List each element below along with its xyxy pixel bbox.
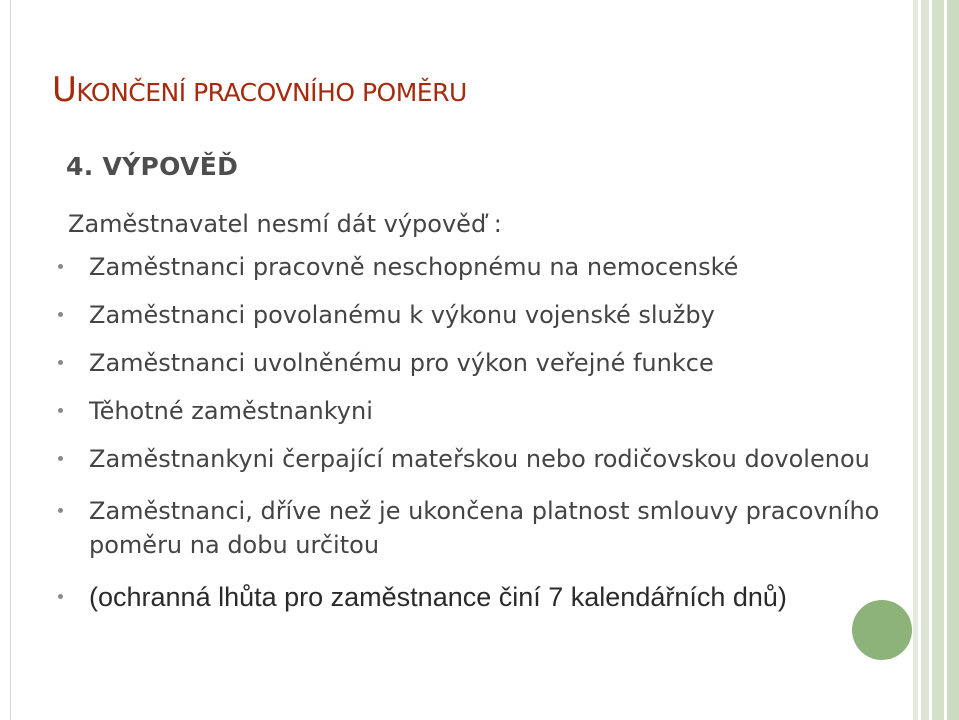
stripe bbox=[932, 0, 944, 720]
list-item bbox=[0, 250, 900, 284]
bullet-icon bbox=[58, 312, 63, 317]
section-heading: 4. VÝPOVĚĎ bbox=[66, 152, 239, 181]
decorative-stripes bbox=[913, 0, 959, 720]
list-item bbox=[0, 394, 900, 428]
bullet-icon bbox=[58, 360, 63, 365]
bullet-list bbox=[0, 250, 900, 615]
list-item-text: Zaměstnankyni čerpající mateřskou nebo rodičovskou dovolenou bbox=[89, 445, 870, 473]
list-item bbox=[0, 346, 900, 380]
stripe bbox=[921, 0, 929, 720]
list-item bbox=[0, 494, 900, 562]
bullet-icon bbox=[58, 456, 63, 461]
list-item bbox=[0, 298, 900, 332]
bullet-icon bbox=[58, 264, 63, 269]
intro-text: Zaměstnavatel nesmí dát výpověď : bbox=[68, 210, 502, 238]
list-item-text: Zaměstnanci uvolněnému pro výkon veřejné funkce bbox=[89, 349, 714, 377]
bullet-icon bbox=[58, 508, 63, 513]
list-item bbox=[0, 442, 900, 476]
list-item-text: Zaměstnanci povolanému k výkonu vojenské služby bbox=[89, 301, 715, 329]
bullet-icon bbox=[58, 408, 63, 413]
title-initial: U bbox=[52, 70, 77, 110]
list-item bbox=[0, 580, 900, 615]
list-item-text: Těhotné zaměstnankyni bbox=[89, 397, 373, 425]
stripe bbox=[947, 0, 959, 720]
slide-title bbox=[52, 70, 467, 113]
title-rest: KONČENÍ PRACOVNÍHO POMĚRU bbox=[76, 78, 467, 107]
decorative-circle bbox=[852, 600, 912, 660]
list-item-text: Zaměstnanci, dříve než je ukončena platnost smlouvy pracovního poměru na dobu určitou bbox=[89, 497, 880, 559]
list-item-text: Zaměstnanci pracovně neschopnému na nemocenské bbox=[89, 253, 739, 281]
stripe bbox=[913, 0, 918, 720]
list-item-text: (ochranná lhůta pro zaměstnance činí 7 kalendářních dnů) bbox=[89, 582, 787, 612]
bullet-icon bbox=[58, 594, 63, 599]
